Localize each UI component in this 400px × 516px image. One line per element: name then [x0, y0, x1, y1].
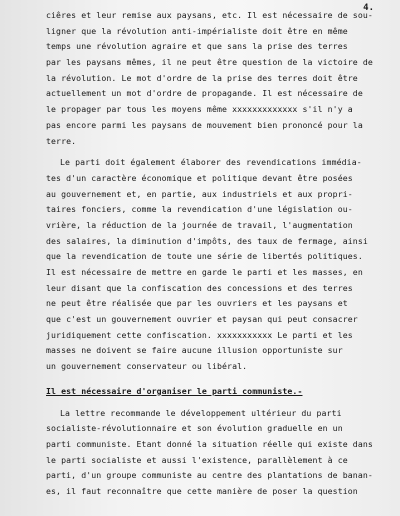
text-line: Le parti doit également élaborer des revendications immédia-: [60, 157, 362, 168]
text-line: socialiste-révolutionnaire et son évolution graduelle en un: [46, 423, 343, 434]
text-line: ne peut être réalisée que par les ouvriers et les paysans et: [46, 298, 348, 309]
text-line: vrière, la réduction de la journée de travail, l'augmentation: [46, 219, 353, 230]
text-line: pas encore parmi les paysans de mouvement bien prononcé pour la: [46, 119, 363, 130]
text-line: ligner que la révolution anti-impérialiste doit être en même: [46, 25, 348, 36]
page-number: 4.: [363, 3, 374, 13]
text-line: un gouvernement conservateur ou libéral.: [46, 361, 248, 372]
text-line: leur disant que la confiscation des concessions et des terres: [46, 282, 353, 293]
text-line: es, il faut reconnaître que cette manière de poser la question: [46, 485, 358, 496]
text-line: que la revendication de toute une série de libertés politiques.: [46, 251, 363, 262]
section-heading: Il est nécessaire d'organiser le parti communiste.-: [46, 385, 303, 396]
paragraph-1: [46, 8, 376, 149]
text-line: actuellement un mot d'ordre de propagande. Il est nécessaire de: [46, 88, 363, 99]
text-line: le propager par tous les moyens même xxxxxxxxxxxxx s'il n'y a: [46, 104, 353, 115]
paragraph-3: [46, 406, 376, 500]
text-line: des salaires, la diminution d'impôts, des taux de fermage, ainsi: [46, 235, 368, 246]
text-line: parti communiste. Etant donné la situation réelle qui existe dans: [46, 438, 373, 449]
text-line: juridiquement cette confiscation. xxxxxxxxxxx Le parti et les: [46, 329, 353, 340]
text-line: que c'est un gouvernement ouvrier et paysan qui peut consacrer: [46, 314, 358, 325]
text-line: la révolution. Le mot d'ordre de la prise des terres doit être: [46, 72, 358, 83]
text-line: tes d'un caractère économique et politique devant être posées: [46, 172, 353, 183]
text-line: taires fonciers, comme la revendication d'une législation ou-: [46, 204, 353, 215]
text-line: temps une révolution agraire et que sans la prise des terres: [46, 41, 348, 52]
text-line: le parti socialiste et aussi l'existence, parallèlement à ce: [46, 454, 348, 465]
text-line: masses ne doivent se faire aucune illusion opportuniste sur: [46, 345, 343, 356]
text-line: terre.: [46, 135, 77, 146]
text-line: parti, d'un groupe communiste au centre des plantations de banan-: [46, 470, 373, 481]
paragraph-2: [46, 155, 376, 375]
text-line: Il est nécessaire de mettre en garde le parti et les masses, en: [46, 267, 363, 277]
text-line: ciêres et leur remise aux paysans, etc. Il est nécessaire de sou-: [46, 10, 373, 20]
document-text: [46, 8, 376, 500]
text-line: par les paysans mêmes, il ne peut être question de la victoire de: [46, 57, 373, 68]
text-line: au gouvernement et, en partie, aux industriels et aux propri-: [46, 188, 353, 199]
text-line: La lettre recommande le développement ultérieur du parti: [60, 407, 342, 418]
